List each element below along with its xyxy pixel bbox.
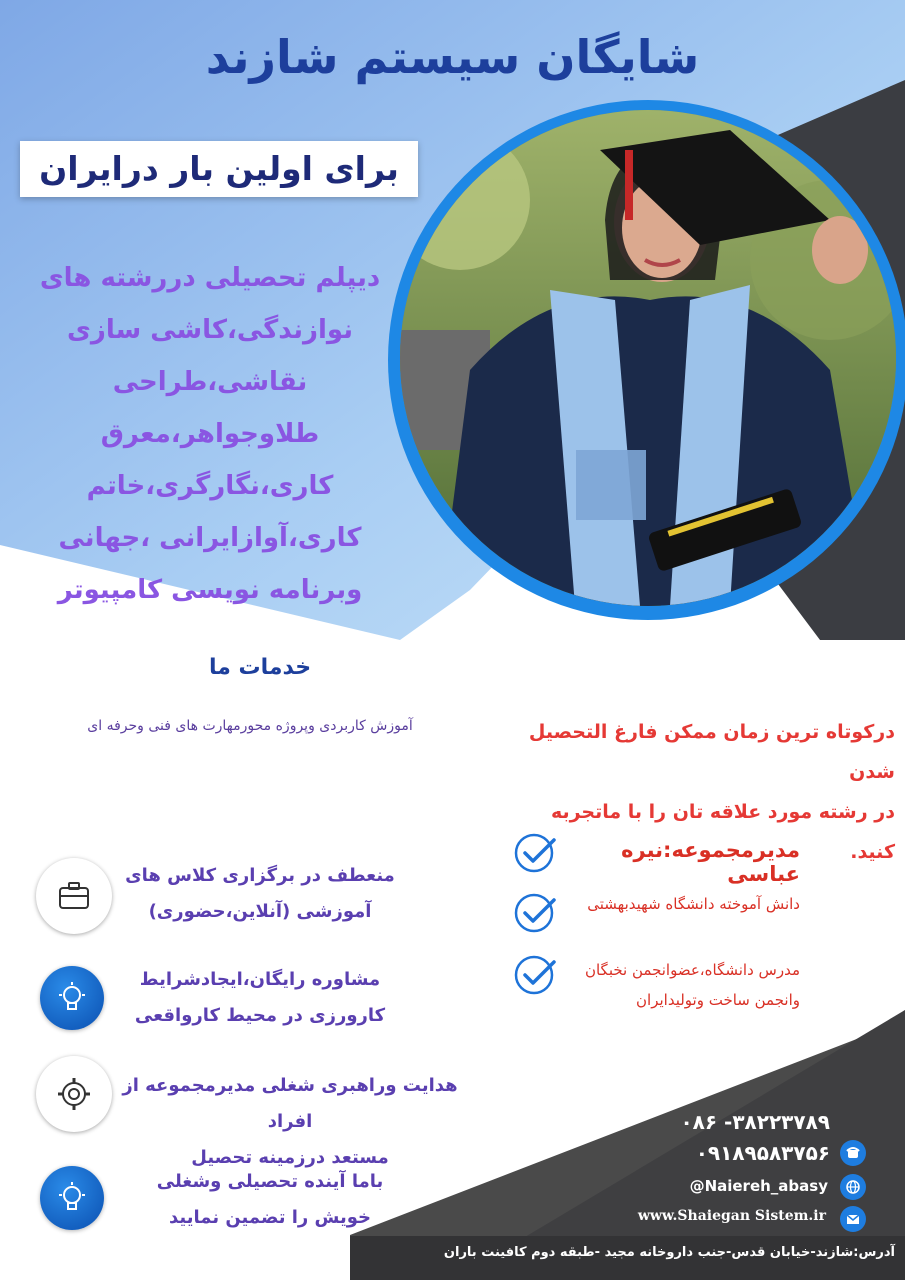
service-item bbox=[110, 1164, 430, 1236]
diploma-line: وبرنامه نویسی کامپیوتر bbox=[57, 575, 363, 605]
phone-mobile[interactable]: ۰۹۱۸۹۵۸۳۷۵۶ bbox=[695, 1141, 830, 1165]
service-line: خویش را تضمین نمایید bbox=[169, 1207, 371, 1228]
diploma-line: نقاشی،طراحی طلاوجواهر،معرق bbox=[100, 367, 320, 449]
graduate-photo bbox=[400, 110, 896, 606]
first-time-banner bbox=[20, 141, 418, 197]
intro-line: در رشته مورد علاقه تان را با ماتجربه کنید. bbox=[550, 801, 895, 863]
diploma-line: نوازندگی،کاشی سازی bbox=[67, 315, 353, 345]
service-line: مستعد درزمینه تحصیل bbox=[191, 1147, 389, 1168]
poster-title: شایگان سیستم شازند bbox=[205, 30, 700, 84]
teacher-line: مدرس دانشگاه،عضوانجمن نخبگان bbox=[584, 961, 800, 979]
banner-text: برای اولین بار درایران bbox=[39, 149, 399, 188]
teacher-text bbox=[540, 955, 800, 1015]
diploma-line: دیپلم تحصیلی دررشته های bbox=[39, 263, 381, 293]
briefcase-icon bbox=[36, 858, 112, 934]
service-line: باما آینده تحصیلی وشغلی bbox=[156, 1171, 384, 1192]
lightbulb-icon bbox=[40, 966, 104, 1030]
service-line: کارورزی در محیط کارواقعی bbox=[134, 1005, 386, 1026]
lightbulb-icon bbox=[40, 1166, 104, 1230]
website-url[interactable]: www.Shaiegan Sistem.ir bbox=[637, 1208, 826, 1224]
diploma-line: کاری،نگارگری،خاتم bbox=[86, 471, 334, 501]
alumni-text: دانش آموخته دانشگاه شهیدبهشتی bbox=[587, 895, 800, 913]
service-line: هدایت وراهبری شغلی مدیرمجموعه از افراد bbox=[122, 1075, 458, 1132]
instagram-handle[interactable]: @Naiereh_abasy bbox=[689, 1177, 828, 1195]
service-item bbox=[110, 858, 410, 930]
globe-icon bbox=[840, 1174, 866, 1200]
service-line: مشاوره رایگان،ایجادشرایط bbox=[139, 969, 381, 990]
service-item bbox=[110, 1068, 470, 1176]
teacher-line: وانجمن ساخت وتولیدایران bbox=[636, 991, 800, 1009]
manager-name: مدیرمجموعه:نیره عباسی bbox=[621, 838, 800, 886]
intro-line: درکوتاه ترین زمان ممکن فارغ التحصیل شدن bbox=[528, 721, 895, 783]
phone-landline[interactable]: ۰۸۶ -۳۸۲۲۳۷۸۹ bbox=[680, 1110, 830, 1134]
gear-icon bbox=[36, 1056, 112, 1132]
mail-icon bbox=[840, 1206, 866, 1232]
service-line: منعطف در برگزاری کلاس های bbox=[125, 865, 395, 886]
phone-icon bbox=[840, 1140, 866, 1166]
service-line: آموزشی (آنلاین،حضوری) bbox=[148, 901, 372, 922]
diploma-fields-text bbox=[20, 252, 400, 616]
check-circle-icon bbox=[512, 830, 558, 876]
services-title: خدمات ما bbox=[208, 655, 312, 680]
graduate-illustration bbox=[400, 110, 896, 606]
diploma-line: کاری،آوازایرانی ،جهانی bbox=[58, 523, 362, 553]
services-subtitle: آموزش کاربردی وپروژه محورمهارت های فنی وحرفه ای bbox=[87, 718, 413, 734]
service-item bbox=[110, 962, 410, 1034]
check-circle-icon bbox=[512, 890, 558, 936]
address-text: آدرس:شازند-خیابان قدس-جنب داروخانه مجید -طبقه دوم کافینت باران bbox=[443, 1245, 895, 1260]
